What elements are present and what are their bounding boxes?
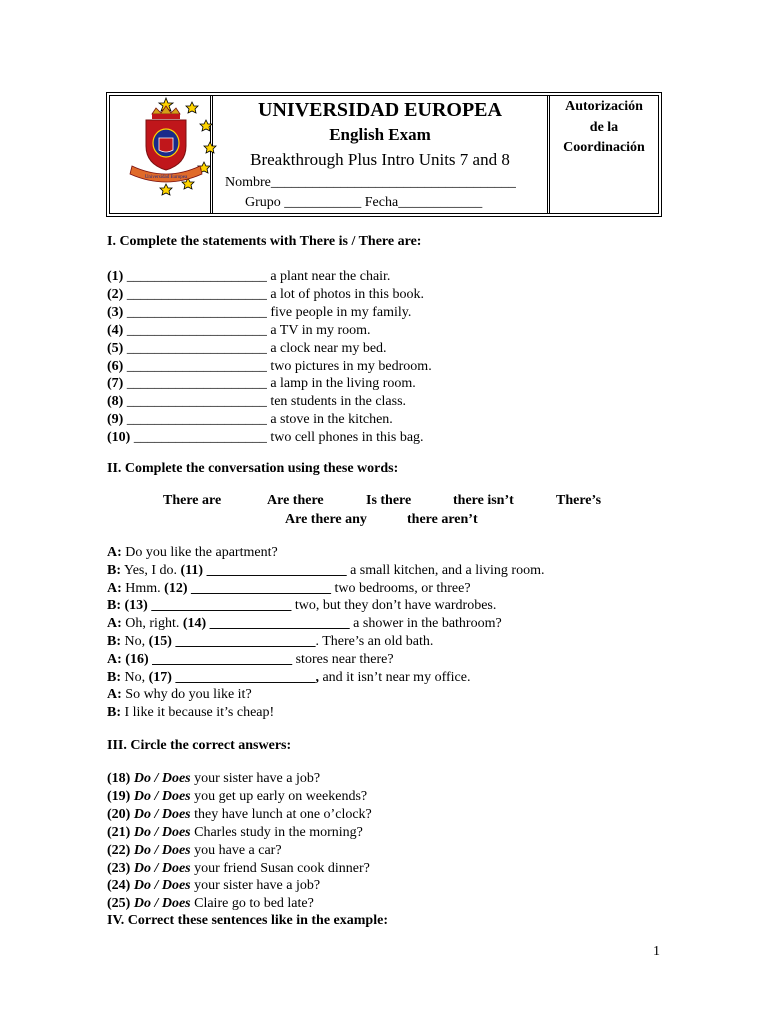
- conversation-text: Do you like the apartment?: [121, 545, 278, 560]
- authorization-line: Autorización: [565, 99, 643, 114]
- item-text: Claire go to bed late?: [190, 896, 314, 912]
- conversation-line: [107, 669, 544, 687]
- logo-cell: [110, 96, 213, 213]
- university-title: UNIVERSIDAD EUROPEA: [258, 99, 502, 121]
- exam-header: [106, 92, 662, 217]
- conversation-text: and it isn’t near my office.: [318, 669, 471, 685]
- item-text: a clock near my bed.: [270, 340, 387, 356]
- list-item: [107, 393, 432, 411]
- word-bank-item: there isn’t: [453, 493, 514, 508]
- item-text: your sister have a job?: [190, 771, 321, 786]
- word-bank-item: Are there any: [285, 512, 367, 527]
- section-3-title: III. Circle the correct answers:: [107, 738, 292, 753]
- section-1-list: [107, 268, 432, 447]
- conversation-line: [107, 544, 544, 562]
- list-item: [107, 824, 372, 842]
- choice-option[interactable]: Do / Does: [133, 842, 191, 858]
- answer-blank[interactable]: (17) ____________________,: [148, 669, 319, 685]
- item-text: a lamp in the living room.: [270, 376, 416, 392]
- speaker-label: B:: [107, 669, 121, 685]
- item-number: (6): [107, 358, 124, 374]
- answer-blank[interactable]: ____________________: [123, 286, 271, 302]
- conversation-text: Hmm.: [121, 580, 165, 596]
- answer-blank[interactable]: (15) ____________________: [148, 633, 316, 649]
- conversation: [107, 544, 544, 722]
- group-date-field[interactable]: Grupo ___________ Fecha____________: [245, 195, 483, 210]
- choice-option[interactable]: Do / Does: [133, 896, 191, 912]
- item-text: they have lunch at one o’clock?: [190, 806, 372, 822]
- item-number: (25): [107, 896, 131, 912]
- conversation-text: No,: [121, 633, 149, 649]
- choice-option[interactable]: Do / Does: [133, 860, 191, 876]
- word-bank-item: There are: [163, 493, 222, 508]
- item-text: two cell phones in this bag.: [270, 430, 424, 446]
- item-number: (24): [107, 878, 131, 894]
- conversation-text: Yes, I do.: [121, 562, 181, 578]
- speaker-label: B:: [107, 633, 121, 649]
- word-bank-item: Is there: [366, 493, 412, 508]
- authorization-cell: [550, 96, 658, 213]
- course-title: Breakthrough Plus Intro Units 7 and 8: [250, 150, 510, 169]
- item-text: Charles study in the morning?: [190, 824, 363, 840]
- list-item: [107, 770, 372, 788]
- word-bank-item: there aren’t: [407, 512, 478, 527]
- authorization-line: de la: [589, 119, 619, 135]
- list-item: [107, 268, 432, 286]
- speaker-label: B:: [107, 598, 121, 614]
- list-item: [107, 358, 432, 376]
- item-number: (10): [107, 430, 131, 446]
- list-item: [107, 322, 432, 340]
- conversation-line: [107, 704, 544, 722]
- item-text: a TV in my room.: [270, 322, 371, 338]
- item-number: (9): [107, 412, 124, 428]
- conversation-line: [107, 615, 544, 633]
- item-number: (21): [107, 824, 131, 840]
- answer-blank[interactable]: ____________________: [123, 304, 271, 320]
- speaker-label: A:: [107, 545, 122, 560]
- answer-blank[interactable]: (11) ____________________: [180, 562, 347, 578]
- list-item: [107, 806, 372, 824]
- item-text: your sister have a job?: [190, 878, 321, 894]
- answer-blank[interactable]: ____________________: [123, 376, 271, 392]
- item-number: (5): [107, 340, 124, 356]
- item-text: ten students in the class.: [270, 394, 407, 410]
- list-item: [107, 860, 372, 878]
- conversation-line: [107, 686, 544, 704]
- item-number: (3): [107, 304, 124, 320]
- list-item: [107, 286, 432, 304]
- speaker-label: A:: [107, 687, 122, 703]
- item-number: (7): [107, 376, 124, 392]
- choice-option[interactable]: Do / Does: [133, 806, 191, 822]
- item-text: you get up early on weekends?: [190, 788, 368, 804]
- crest-ribbon-text: Universidad Europea: [144, 175, 188, 180]
- answer-blank[interactable]: ____________________: [123, 412, 271, 428]
- list-item: [107, 895, 372, 913]
- answer-blank[interactable]: ____________________: [123, 269, 271, 284]
- conversation-line: [107, 562, 544, 580]
- list-item: [107, 340, 432, 358]
- answer-blank[interactable]: (14) ____________________: [182, 616, 350, 632]
- conversation-line: [107, 580, 544, 598]
- choice-option[interactable]: Do / Does: [133, 771, 191, 786]
- section-1-title: I. Complete the statements with There is / There are:: [107, 234, 422, 249]
- choice-option[interactable]: Do / Does: [133, 788, 191, 804]
- item-text: a lot of photos in this book.: [270, 286, 424, 302]
- item-number: (22): [107, 842, 131, 858]
- name-field[interactable]: Nombre___________________________________: [225, 175, 516, 190]
- page-number: 1: [653, 944, 660, 959]
- item-text: you have a car?: [190, 842, 282, 858]
- speaker-label: A:: [107, 651, 122, 667]
- choice-option[interactable]: Do / Does: [133, 878, 191, 894]
- section-4-title: IV. Correct these sentences like in the example:: [107, 913, 388, 928]
- answer-blank[interactable]: (12) ____________________: [164, 580, 331, 596]
- conversation-text: a shower in the bathroom?: [349, 616, 502, 632]
- list-item: [107, 877, 372, 895]
- item-number: (2): [107, 286, 124, 302]
- list-item: [107, 788, 372, 806]
- list-item: [107, 842, 372, 860]
- item-text: your friend Susan cook dinner?: [190, 860, 370, 876]
- answer-blank[interactable]: ____________________: [123, 322, 271, 338]
- list-item: [107, 429, 432, 447]
- item-number: (20): [107, 806, 131, 822]
- speaker-label: A:: [107, 580, 122, 596]
- university-crest-icon: [124, 96, 220, 211]
- section-3-list: [107, 770, 372, 913]
- answer-blank[interactable]: ____________________: [123, 394, 271, 410]
- choice-option[interactable]: Do / Does: [133, 824, 191, 840]
- conversation-line: [107, 633, 544, 651]
- conversation-text: two, but they don’t have wardrobes.: [291, 598, 497, 614]
- word-bank-item: Are there: [267, 493, 324, 508]
- answer-blank[interactable]: ___________________: [130, 430, 271, 446]
- conversation-text: Oh, right.: [121, 616, 183, 632]
- item-text: two pictures in my bedroom.: [270, 358, 432, 374]
- item-text: five people in my family.: [270, 304, 412, 320]
- list-item: [107, 304, 432, 322]
- conversation-text: . There’s an old bath.: [315, 633, 434, 649]
- conversation-text: stores near there?: [292, 651, 394, 667]
- item-number: (4): [107, 322, 124, 338]
- exam-title: English Exam: [329, 125, 431, 144]
- speaker-label: A:: [107, 616, 122, 632]
- header-title-cell: [213, 96, 550, 213]
- speaker-label: B:: [107, 705, 121, 721]
- list-item: [107, 375, 432, 393]
- conversation-text: So why do you like it?: [121, 687, 252, 703]
- conversation-line: [107, 597, 544, 615]
- list-item: [107, 411, 432, 429]
- item-number: (23): [107, 860, 131, 876]
- answer-blank[interactable]: ____________________: [123, 340, 271, 356]
- authorization-line: Coordinación: [563, 140, 645, 155]
- item-number: (8): [107, 394, 124, 410]
- item-text: a stove in the kitchen.: [270, 412, 393, 428]
- conversation-text: I like it because it’s cheap!: [121, 705, 275, 721]
- speaker-label: B:: [107, 562, 121, 578]
- answer-blank[interactable]: (16) ____________________: [121, 651, 293, 667]
- conversation-line: [107, 651, 544, 669]
- word-bank-item: There’s: [556, 493, 602, 508]
- answer-blank[interactable]: (13) ____________________: [121, 598, 292, 614]
- conversation-text: a small kitchen, and a living room.: [346, 562, 545, 578]
- conversation-text: two bedrooms, or three?: [331, 580, 471, 596]
- conversation-text: No,: [121, 669, 149, 685]
- answer-blank[interactable]: ____________________: [123, 358, 271, 374]
- item-number: (18): [107, 771, 131, 786]
- section-2-title: II. Complete the conversation using these words:: [107, 461, 399, 476]
- item-number: (19): [107, 788, 131, 804]
- item-text: a plant near the chair.: [270, 269, 391, 284]
- item-number: (1): [107, 269, 124, 284]
